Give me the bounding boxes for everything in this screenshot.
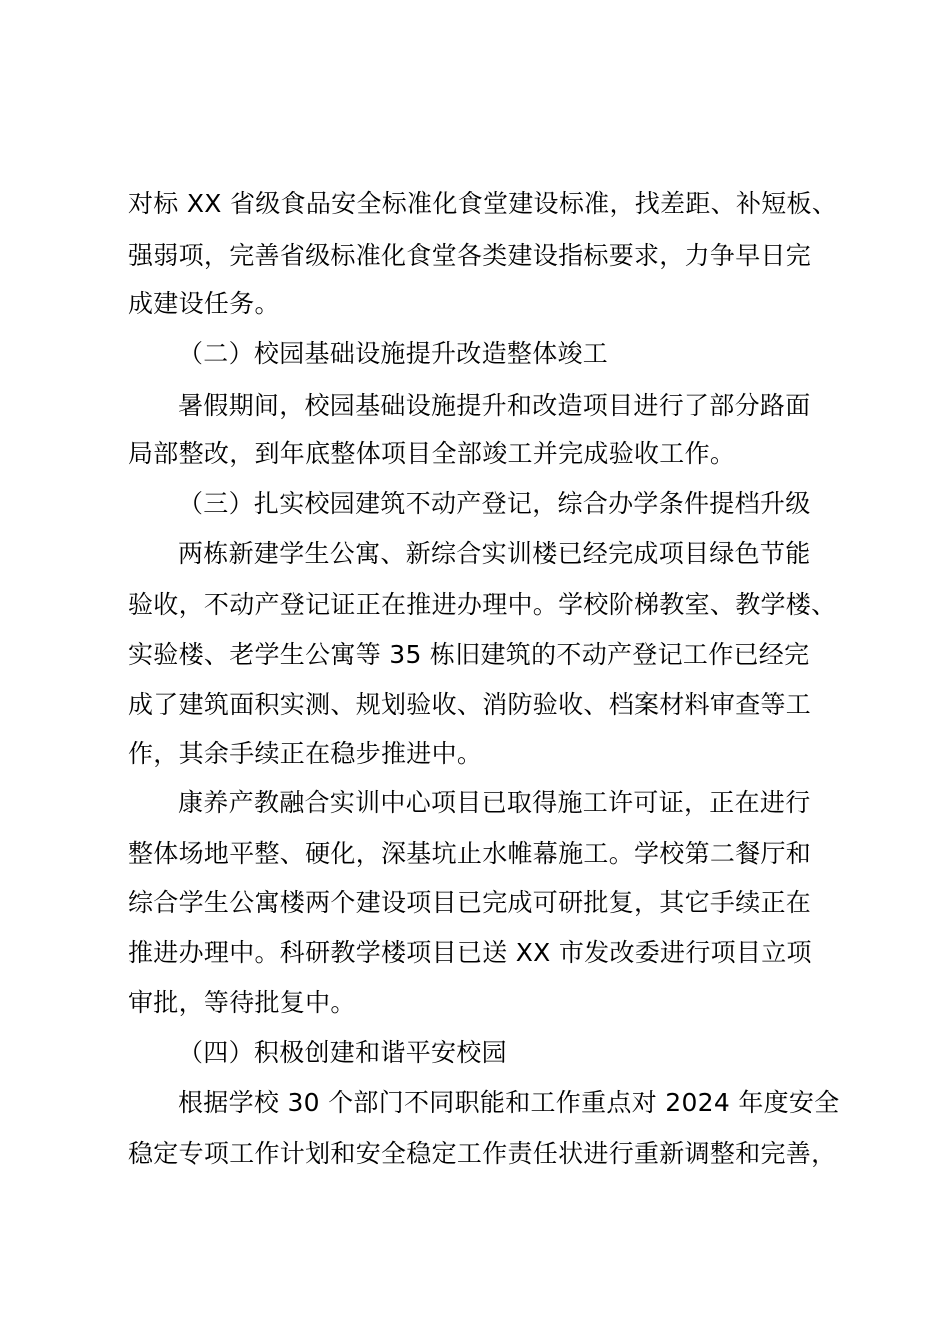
section-heading-3: （三）扎实校园建筑不动产登记，综合办学条件提档升级 [178,489,811,518]
paragraph-line: 验收，不动产登记证正在推进办理中。学校阶梯教室、教学楼、 [128,590,837,619]
paragraph-line: 强弱项，完善省级标准化食堂各类建设指标要求，力争早日完 [128,241,812,270]
paragraph-line: 康养产教融合实训中心项目已取得施工许可证，正在进行 [178,788,811,817]
paragraph-line: 成建设任务。 [128,289,280,318]
paragraph-line: 审批，等待批复中。 [128,988,356,1017]
paragraph-line: 两栋新建学生公寓、新综合实训楼已经完成项目绿色节能 [178,539,811,568]
paragraph-line: 整体场地平整、硬化，深基坑止水帷幕施工。学校第二餐厅和 [128,839,812,868]
paragraph-line: 局部整改，到年底整体项目全部竣工并完成验收工作。 [128,439,736,468]
paragraph-line: 实验楼、老学生公寓等 35 栋旧建筑的不动产登记工作已经完 [128,640,810,669]
paragraph-line: 稳定专项工作计划和安全稳定工作责任状进行重新调整和完善， [128,1139,837,1168]
paragraph-line: 成了建筑面积实测、规划验收、消防验收、档案材料审查等工 [128,690,812,719]
paragraph-line: 对标 XX 省级食品安全标准化食堂建设标准，找差距、补短板、 [128,189,838,218]
section-heading-4: （四）积极创建和谐平安校园 [178,1038,507,1067]
paragraph-line: 推进办理中。科研教学楼项目已送 XX 市发改委进行项目立项 [128,938,812,967]
section-heading-2: （二）校园基础设施提升改造整体竣工 [178,339,609,368]
paragraph-line: 作，其余手续正在稳步推进中。 [128,739,483,768]
paragraph-line: 根据学校 30 个部门不同职能和工作重点对 2024 年度安全 [178,1088,840,1117]
paragraph-line: 暑假期间，校园基础设施提升和改造项目进行了部分路面 [178,391,811,420]
paragraph-line: 综合学生公寓楼两个建设项目已完成可研批复，其它手续正在 [128,888,812,917]
